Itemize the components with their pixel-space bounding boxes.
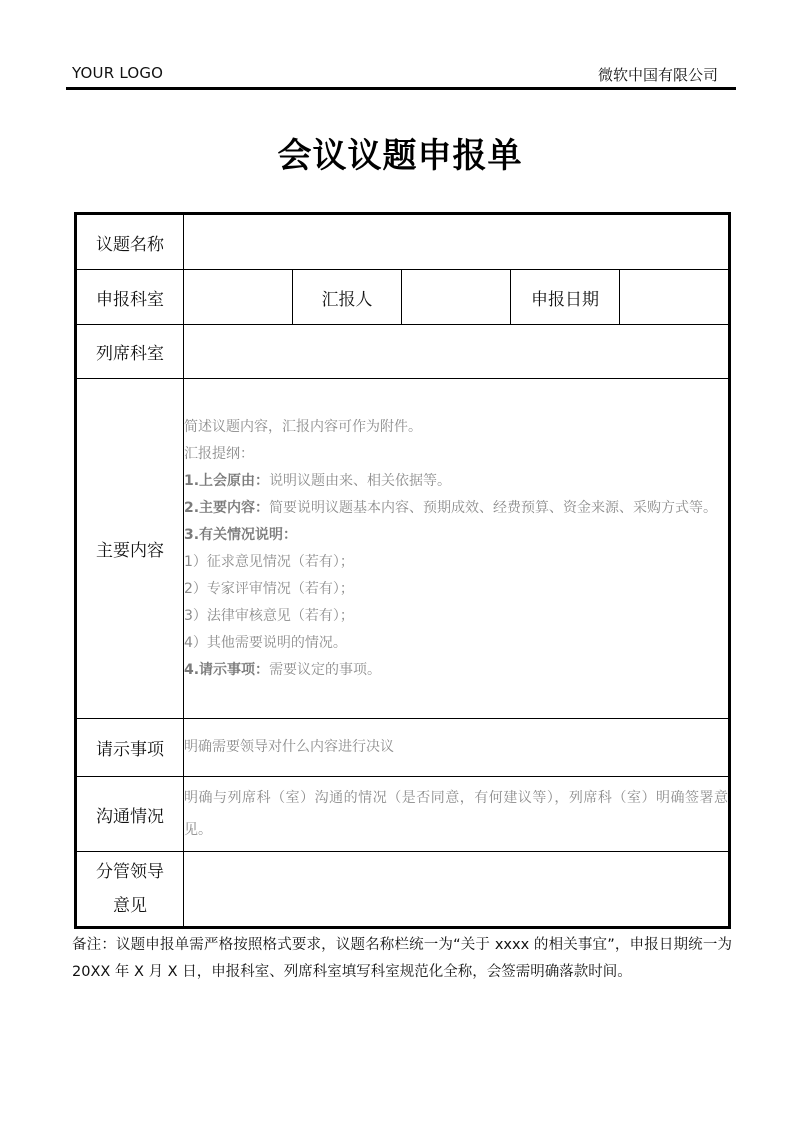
dept-label: 申报科室 xyxy=(76,270,184,325)
hint-sub-1: 1）征求意见情况（若有）； xyxy=(184,553,354,570)
header-divider xyxy=(66,87,736,90)
communication-label: 沟通情况 xyxy=(76,777,184,852)
hint-item-1 xyxy=(184,468,728,495)
hint-intro: 简述议题内容，汇报内容可作为附件。 xyxy=(184,418,422,435)
dept-field[interactable] xyxy=(184,270,293,325)
document-title: 会议议题申报单 xyxy=(277,136,523,176)
reporter-label: 汇报人 xyxy=(293,270,402,325)
date-field[interactable] xyxy=(620,270,730,325)
hint-outline: 汇报提纲： xyxy=(184,445,254,462)
hint-sub-4: 4）其他需要说明的情况。 xyxy=(184,634,347,651)
row-main-content xyxy=(76,379,730,719)
footnote: 备注：议题申报单需严格按照格式要求，议题名称栏统一为“关于 xxxx 的相关事宜”，申报日期统一为 20XX 年 X 月 X 日，申报科室、列席科室填写科室规范化全称，会签需明确落款时间。 xyxy=(72,937,732,980)
date-label: 申报日期 xyxy=(511,270,620,325)
request-hint: 明确需要领导对什么内容进行决议 xyxy=(184,739,394,755)
main-content-hint xyxy=(184,414,728,684)
main-content-field[interactable] xyxy=(184,379,730,719)
hint-item-2-text: 简要说明议题基本内容、预期成效、经费预算、资金来源、采购方式等。 xyxy=(269,499,718,516)
hint-item-1-head: 1.上会原由： xyxy=(184,472,270,489)
attend-dept-label: 列席科室 xyxy=(76,325,184,379)
hint-item-4 xyxy=(184,657,728,684)
hint-sub-3: 3）法律审核意见（若有）； xyxy=(184,607,354,624)
request-field[interactable] xyxy=(184,719,730,777)
reporter-field[interactable] xyxy=(402,270,511,325)
hint-item-2 xyxy=(184,495,728,522)
row-request xyxy=(76,719,730,777)
hint-item-3 xyxy=(184,522,728,549)
hint-item-4-text: 需要议定的事项。 xyxy=(269,661,382,678)
leader-opinion-label xyxy=(76,852,184,928)
leader-opinion-field[interactable] xyxy=(184,852,730,928)
row-topic-name xyxy=(76,214,730,270)
leader-opinion-label-line-2: 意见 xyxy=(113,896,147,916)
communication-field[interactable] xyxy=(184,777,730,852)
company-name: 微软中国有限公司 xyxy=(597,66,718,84)
topic-name-field[interactable] xyxy=(184,214,730,270)
leader-opinion-label-line-1: 分管领导 xyxy=(96,862,164,882)
logo-placeholder: YOUR LOGO xyxy=(72,64,164,82)
request-label: 请示事项 xyxy=(76,719,184,777)
main-content-label: 主要内容 xyxy=(76,379,184,719)
hint-item-4-head: 4.请示事项： xyxy=(184,661,270,678)
row-leader-opinion xyxy=(76,852,730,928)
row-dept-reporter-date xyxy=(76,270,730,325)
topic-application-form xyxy=(74,212,731,929)
hint-item-1-text: 说明议题由来、相关依据等。 xyxy=(269,472,452,489)
row-attend-dept xyxy=(76,325,730,379)
row-communication xyxy=(76,777,730,852)
communication-hint: 明确与列席科（室）沟通的情况（是否同意，有何建议等），列席科（室）明确签署意见。 xyxy=(184,790,729,838)
hint-item-3-head: 3.有关情况说明： xyxy=(184,526,298,543)
topic-name-label: 议题名称 xyxy=(76,214,184,270)
attend-dept-field[interactable] xyxy=(184,325,730,379)
hint-sub-2: 2）专家评审情况（若有）； xyxy=(184,580,354,597)
page-header xyxy=(66,62,736,86)
hint-item-2-head: 2.主要内容： xyxy=(184,499,270,516)
